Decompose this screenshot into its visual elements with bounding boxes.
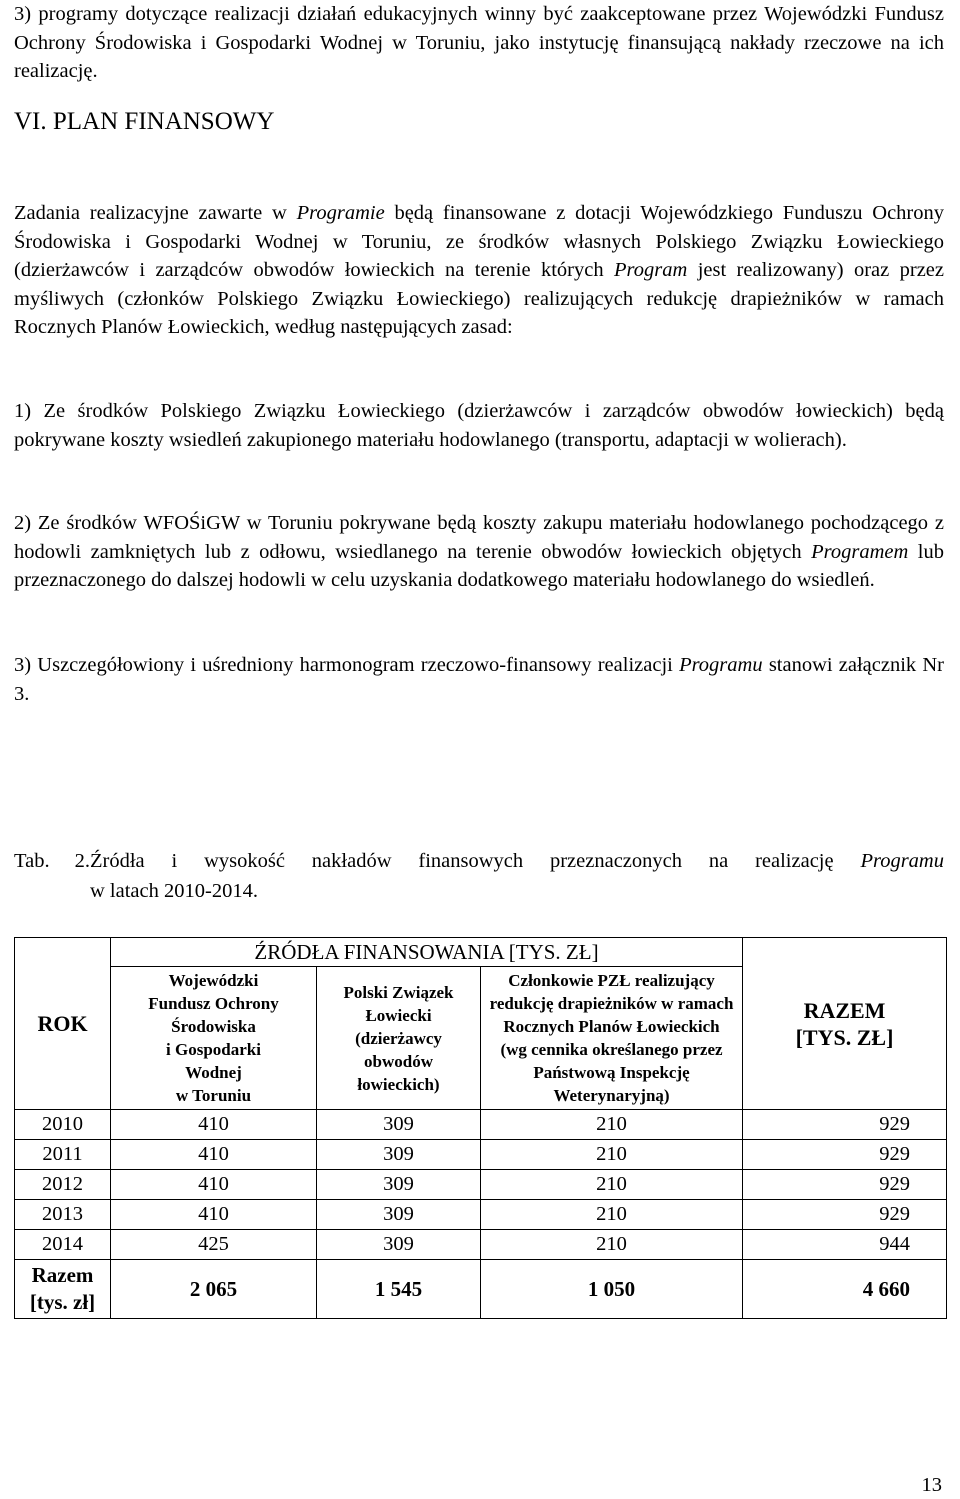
- funding-paragraph-c: jest realizowany) oraz przez myśliwych (członków Polskiego Związku Łowieckiego) realizujących redukcję drapieżników w ramach Rocznych Planów Łowieckich, według następujących zasad:: [14, 259, 944, 338]
- table-row: 2014 425 309 210 944: [15, 1230, 947, 1260]
- funding-paragraph-b: będą finansowane z dotacji Wojewódzkiego Funduszu Ochrony Środowiska i Gospodarki Wodnej w Toruniu, ze środków własnych Polskiego Związku Łowieckiego (dzierżawców i zarządców obwodów łowieckich na terenie których: [14, 202, 944, 281]
- total-label: Razem [tys. zł]: [15, 1260, 111, 1319]
- col-header-members: Członkowie PZŁ realizujący redukcję drapieżników w ramach Rocznych Planów Łowieckich (wg cennika określanego przez Państwową Inspekcję Weterynaryjną): [481, 967, 743, 1110]
- table-caption-line2: w latach 2010-2014.: [90, 879, 258, 902]
- rule-3-a: 3) Uszczegółowiony i uśredniony harmonogram rzeczowo-finansowy realizacji: [14, 654, 673, 676]
- table-caption-text: Źródła i wysokość nakładów finansowych przeznaczonych na realizację: [90, 850, 834, 872]
- intro-item-3: 3) programy dotyczące realizacji działań edukacyjnych winny być zaakceptowane przez Wojewódzki Fundusz Ochrony Środowiska i Gospodarki Wodnej w Toruniu, jako instytucję finansującą nakłady rzeczowe na ich realizację.: [14, 3, 944, 82]
- rule-1: 1) Ze środków Polskiego Związku Łowieckiego (dzierżawców i zarządców obwodów łowieckich) będą pokrywane koszty wsiedleń zakupionego materiału hodowlanego (transportu, adaptacji w wolierach).: [14, 400, 944, 451]
- rule-2: [14, 509, 944, 595]
- table-row: 2013 410 309 210 929: [15, 1200, 947, 1230]
- table-caption-number: Tab. 2.: [14, 850, 90, 872]
- table-row: 2011 410 309 210 929: [15, 1140, 947, 1170]
- rule-3-em: Programu: [679, 654, 763, 676]
- col-header-wfos: Wojewódzki Fundusz Ochrony Środowiska i Gospodarki Wodnej w Toruniu: [111, 967, 317, 1110]
- col-header-rok: ROK: [15, 938, 111, 1110]
- total-pzl: 1 545: [317, 1260, 481, 1319]
- table-header-row-1: [15, 938, 947, 967]
- rule-2-b: lub przeznaczonego do dalszej hodowli w celu uzyskania dodatkowego materiału hodowlanego do wsiedleń.: [14, 540, 944, 591]
- funding-paragraph-em2: Program: [614, 259, 688, 281]
- section-heading: VI. PLAN FINANSOWY: [14, 108, 275, 135]
- rule-3-b: stanowi załącznik Nr 3.: [14, 654, 945, 705]
- funding-table: [14, 937, 947, 1319]
- table-row: 2010 410 309 210 929: [15, 1110, 947, 1140]
- funding-paragraph-a: Zadania realizacyjne zawarte w: [14, 202, 287, 224]
- rule-3: [14, 651, 944, 708]
- col-header-group: ŹRÓDŁA FINANSOWANIA [TYS. ZŁ]: [111, 938, 743, 967]
- rule-2-em: Programem: [811, 540, 909, 563]
- page-number: 13: [921, 1474, 942, 1496]
- total-wfos: 2 065: [111, 1260, 317, 1319]
- rule-2-a: 2) Ze środków WFOŚiGW w Toruniu pokrywane będą koszty zakupu materiału hodowlanego pochodzącego z hodowli zamkniętych lub z odłowu, wsiedlanego na terenie obwodów łowieckich objętych: [14, 512, 944, 563]
- funding-paragraph-em1: Programie: [296, 202, 385, 224]
- table-total-row: [15, 1260, 947, 1319]
- total-members: 1 050: [481, 1260, 743, 1319]
- total-razem: 4 660: [743, 1260, 947, 1319]
- col-header-razem: RAZEM [TYS. ZŁ]: [743, 938, 947, 1110]
- funding-paragraph: [14, 199, 944, 342]
- table-row: 2012 410 309 210 929: [15, 1170, 947, 1200]
- table-caption-em: Programu: [860, 850, 944, 872]
- col-header-pzl: Polski Związek Łowiecki (dzierżawcy obwodów łowieckich): [317, 967, 481, 1110]
- table-caption: [14, 847, 944, 907]
